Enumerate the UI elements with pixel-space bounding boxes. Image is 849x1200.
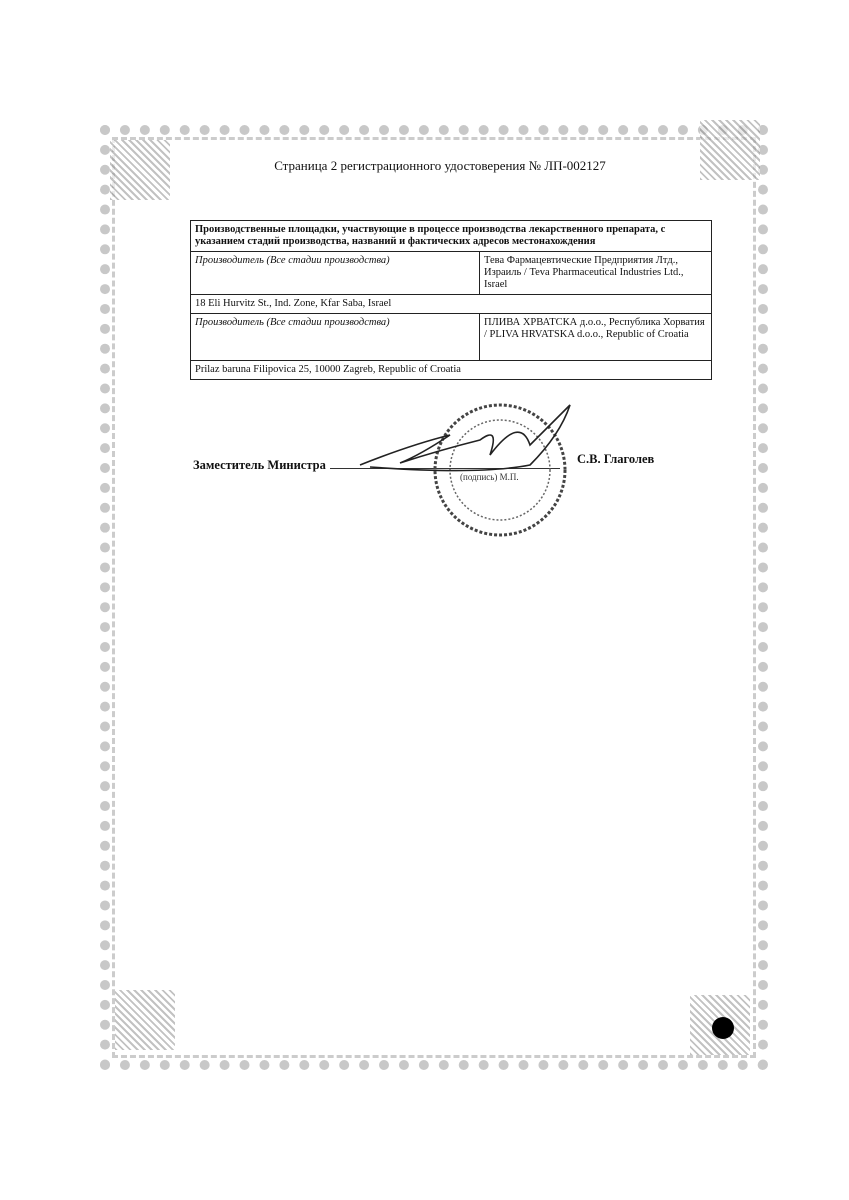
stamp-and-signature (330, 395, 690, 545)
table-row (191, 314, 712, 361)
page-title: Страница 2 регистрационного удостоверения № ЛП-002127 (274, 158, 606, 173)
signatory-position: Заместитель Министра (193, 458, 326, 472)
manufacturers-table (190, 220, 712, 380)
handwritten-signature (360, 405, 570, 471)
role-cell: Производитель (Все стадии производства) (191, 314, 480, 361)
hole-punch-mark (712, 1017, 734, 1039)
stamp-text: (подпись) М.П. (460, 472, 519, 482)
signatory-name: С.В. Глаголев (577, 452, 655, 466)
manufacturer-cell: ПЛИВА ХРВАТСКА д.о.о., Республика Хорватия / PLIVA HRVATSKA d.o.o., Republic of Croatia (480, 314, 712, 361)
corner-ornament (110, 140, 170, 200)
manufacturer-cell: Тева Фармацевтические Предприятия Лтд., Израиль / Teva Pharmaceutical Industries Ltd., Israel (480, 252, 712, 295)
table-header: Производственные площадки, участвующие в процессе производства лекарственного препарата, с указанием стадий производства, названий и фактических адресов местонахождения (191, 221, 712, 252)
address-cell: 18 Eli Hurvitz St., Ind. Zone, Kfar Saba, Israel (191, 295, 712, 314)
corner-ornament (115, 990, 175, 1050)
table-row (191, 252, 712, 295)
role-cell: Производитель (Все стадии производства) (191, 252, 480, 295)
corner-ornament (700, 120, 760, 180)
address-cell: Prilaz baruna Filipovica 25, 10000 Zagreb, Republic of Croatia (191, 361, 712, 380)
